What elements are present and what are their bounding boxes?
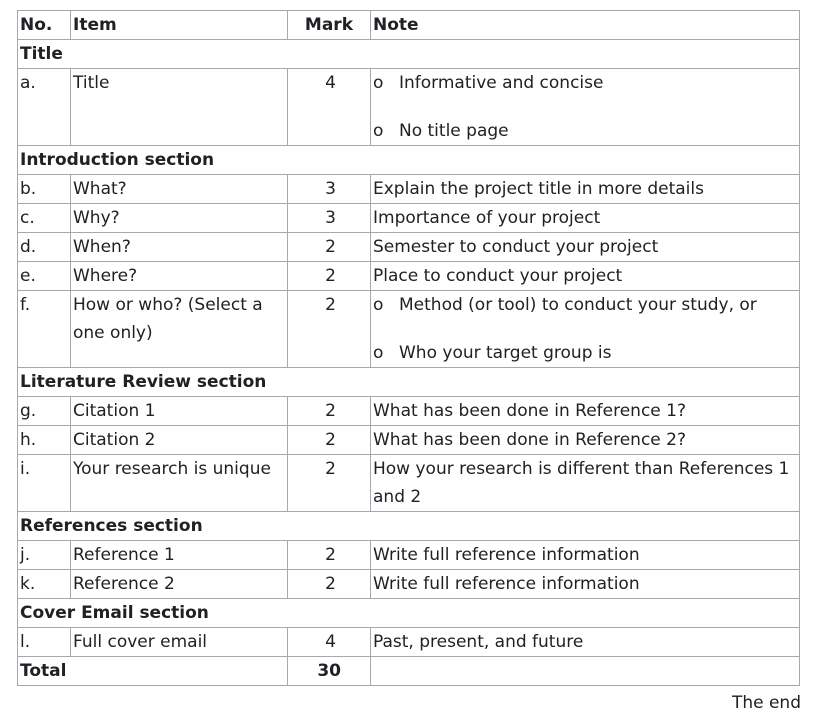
- header-no: No.: [18, 11, 71, 40]
- row-item: Full cover email: [71, 628, 288, 657]
- row-mark: 2: [288, 455, 371, 512]
- table-row: [18, 628, 800, 657]
- table-row: [18, 426, 800, 455]
- row-mark: 2: [288, 570, 371, 599]
- row-mark: 2: [288, 262, 371, 291]
- total-mark: 30: [288, 657, 371, 686]
- section-row-literature: [18, 368, 800, 397]
- row-item: Your research is unique: [71, 455, 288, 512]
- row-note: What has been done in Reference 1?: [371, 397, 800, 426]
- row-no: a.: [18, 69, 71, 146]
- bullet-marker: o: [373, 343, 384, 363]
- row-no: f.: [18, 291, 71, 368]
- row-no: g.: [18, 397, 71, 426]
- section-row-cover-email: [18, 599, 800, 628]
- table-header-row: [18, 11, 800, 40]
- note-text: No title page: [399, 121, 509, 141]
- row-mark: 3: [288, 204, 371, 233]
- row-note: [371, 69, 800, 146]
- row-no: h.: [18, 426, 71, 455]
- row-note: Write full reference information: [371, 541, 800, 570]
- row-note: [371, 291, 800, 368]
- row-mark: 2: [288, 291, 371, 368]
- row-note: Explain the project title in more details: [371, 175, 800, 204]
- section-title: Title: [18, 40, 800, 69]
- table-row: [18, 570, 800, 599]
- row-item: Reference 2: [71, 570, 288, 599]
- total-row: [18, 657, 800, 686]
- row-mark: 2: [288, 426, 371, 455]
- row-no: i.: [18, 455, 71, 512]
- row-mark: 2: [288, 397, 371, 426]
- table-row: [18, 455, 800, 512]
- table-row: [18, 541, 800, 570]
- header-mark: Mark: [288, 11, 371, 40]
- total-label: Total: [18, 657, 288, 686]
- table-row: [18, 291, 800, 368]
- header-note: Note: [371, 11, 800, 40]
- row-item-text: How or who? (Select a one only): [73, 295, 263, 343]
- row-note: Past, present, and future: [371, 628, 800, 657]
- note-bullet-item: [373, 339, 797, 367]
- row-item: What?: [71, 175, 288, 204]
- note-text: Who your target group is: [399, 343, 612, 363]
- note-bullet-item: [373, 291, 797, 319]
- row-note: Place to conduct your project: [371, 262, 800, 291]
- row-no: k.: [18, 570, 71, 599]
- row-mark: 4: [288, 69, 371, 146]
- table-row: [18, 262, 800, 291]
- row-mark: 3: [288, 175, 371, 204]
- section-title: Literature Review section: [18, 368, 800, 397]
- row-no: c.: [18, 204, 71, 233]
- table-row: [18, 69, 800, 146]
- row-item: Reference 1: [71, 541, 288, 570]
- row-item: Title: [71, 69, 288, 146]
- note-text: Method (or tool) to conduct your study, or: [399, 295, 757, 315]
- row-note: [371, 455, 800, 512]
- row-no: l.: [18, 628, 71, 657]
- footer-end-text: The end: [731, 693, 801, 713]
- row-item: Citation 2: [71, 426, 288, 455]
- total-note-empty: [371, 657, 800, 686]
- row-item: When?: [71, 233, 288, 262]
- section-title: Introduction section: [18, 146, 800, 175]
- note-text: Informative and concise: [399, 73, 604, 93]
- bullet-marker: o: [373, 295, 384, 315]
- row-mark: 2: [288, 233, 371, 262]
- bullet-marker: o: [373, 121, 384, 141]
- row-no: e.: [18, 262, 71, 291]
- bullet-marker: o: [373, 73, 384, 93]
- section-title: References section: [18, 512, 800, 541]
- section-title: Cover Email section: [18, 599, 800, 628]
- note-bullet-item: [373, 117, 797, 145]
- section-row-title: [18, 40, 800, 69]
- row-item: Why?: [71, 204, 288, 233]
- note-text: How your research is different than References 1 and 2: [373, 459, 790, 507]
- row-note: What has been done in Reference 2?: [371, 426, 800, 455]
- table-row: [18, 397, 800, 426]
- row-no: b.: [18, 175, 71, 204]
- marking-rubric-table: [17, 10, 800, 686]
- table-row: [18, 233, 800, 262]
- note-bullet-item: [373, 69, 797, 97]
- table-row: [18, 175, 800, 204]
- row-item: [71, 291, 288, 368]
- row-item: Where?: [71, 262, 288, 291]
- row-no: j.: [18, 541, 71, 570]
- row-note: Importance of your project: [371, 204, 800, 233]
- row-note: Semester to conduct your project: [371, 233, 800, 262]
- row-item: Citation 1: [71, 397, 288, 426]
- table-row: [18, 204, 800, 233]
- section-row-references: [18, 512, 800, 541]
- row-no: d.: [18, 233, 71, 262]
- header-item: Item: [71, 11, 288, 40]
- row-mark: 4: [288, 628, 371, 657]
- section-row-introduction: [18, 146, 800, 175]
- row-mark: 2: [288, 541, 371, 570]
- row-note: Write full reference information: [371, 570, 800, 599]
